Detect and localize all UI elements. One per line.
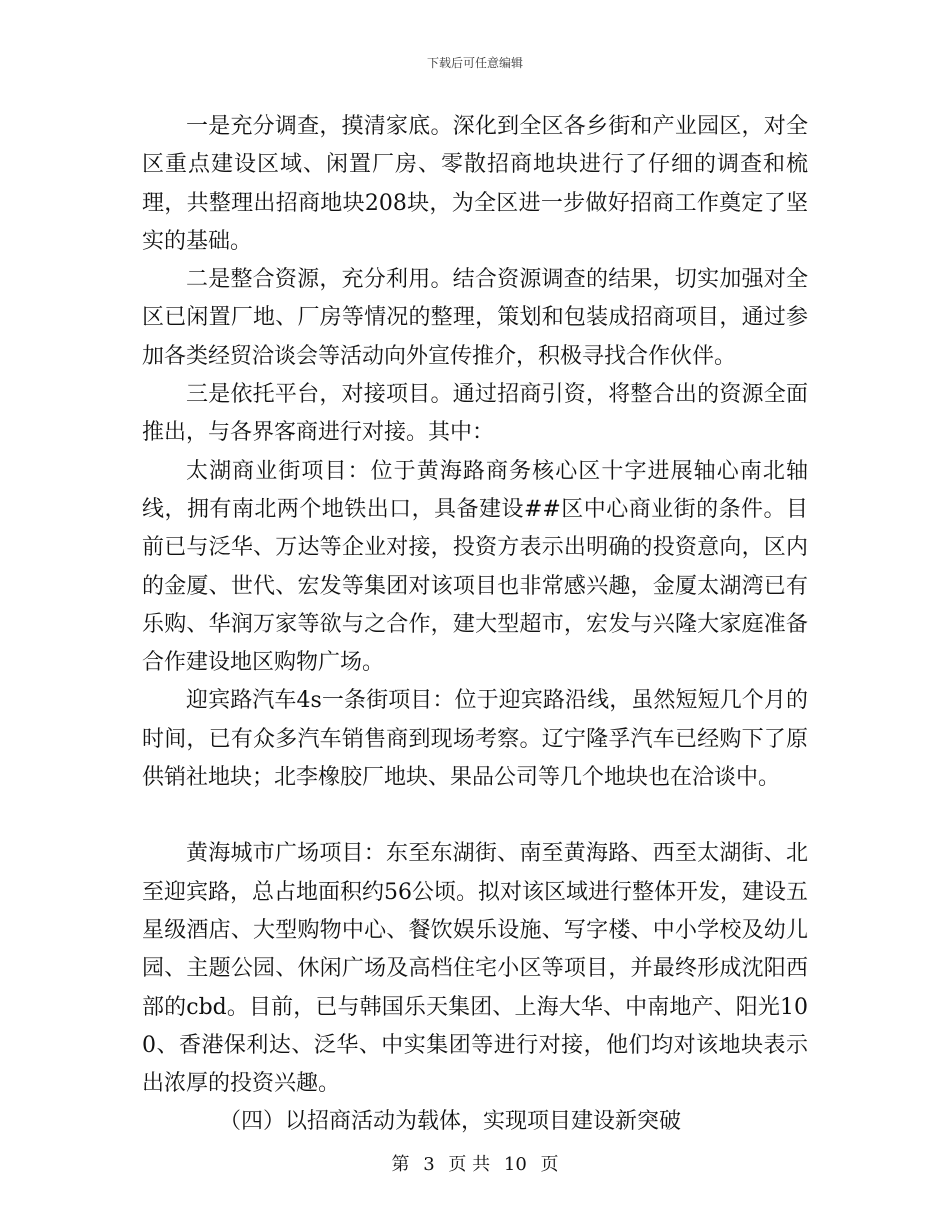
- paragraph-investigation: 一是充分调查，摸清家底。深化到全区各乡街和产业园区，对全区重点建设区域、闲置厂房、零散招商地块进行了仔细的调查和梳理，共整理出招商地块208块，为全区进一步做好招商工作奠定了坚实的基础。: [142, 114, 808, 254]
- footer-total-pages: 10: [503, 1154, 527, 1175]
- page-header: 下载后可任意编辑: [426, 56, 523, 70]
- paragraph-platform: 三是依托平台，对接项目。通过招商引资，将整合出的资源全面推出，与各界客商进行对接。其中：: [142, 382, 808, 446]
- paragraph-huanghai-project: 黄海城市广场项目：东至东湖街、南至黄海路、西至太湖街、北至迎宾路，总占地面积约56公顷。拟对该区域进行整体开发，建设五星级酒店、大型购物中心、餐饮娱乐设施、写字楼、中小学校及幼儿园、主题公园、休闲广场及高档住宅小区等项目，并最终形成沈阳西部的cbd。目前，已与韩国乐天集团、上海大华、中南地产、阳光100、香港保利达、泛华、中实集团等进行对接，他们均对该地块表示出浓厚的投资兴趣。: [142, 841, 808, 1097]
- paragraph-taihu-project: 太湖商业街项目：位于黄海路商务核心区十字进展轴心南北轴线，拥有南北两个地铁出口，具备建设##区中心商业街的条件。目前已与泛华、万达等企业对接，投资方表示出明确的投资意向，区内的金厦、世代、宏发等集团对该项目也非常感兴趣，金厦太湖湾已有乐购、华润万家等欲与之合作，建大型超市，宏发与兴隆大家庭准备合作建设地区购物广场。: [142, 458, 808, 676]
- footer-suffix: 页: [540, 1154, 559, 1175]
- page-footer: [0, 1150, 950, 1176]
- footer-current-page: 3: [423, 1154, 435, 1175]
- body-content: [142, 108, 808, 1142]
- footer-middle: 页 共: [448, 1154, 491, 1175]
- footer-prefix: 第: [391, 1154, 410, 1175]
- section-heading: （四）以招商活动为载体，实现项目建设新突破: [219, 1109, 682, 1135]
- paragraph-yingbin-project: 迎宾路汽车4s一条街项目：位于迎宾路沿线，虽然短短几个月的时间，已有众多汽车销售商到现场考察。辽宁隆孚汽车已经购下了原供销社地块；北李橡胶厂地块、果品公司等几个地块也在洽谈中。: [142, 688, 808, 791]
- paragraph-resources: 二是整合资源，充分利用。结合资源调查的结果，切实加强对全区已闲置厂地、厂房等情况的整理，策划和包装成招商项目，通过参加各类经贸洽谈会等活动向外宣传推介，积极寻找合作伙伴。: [142, 267, 808, 369]
